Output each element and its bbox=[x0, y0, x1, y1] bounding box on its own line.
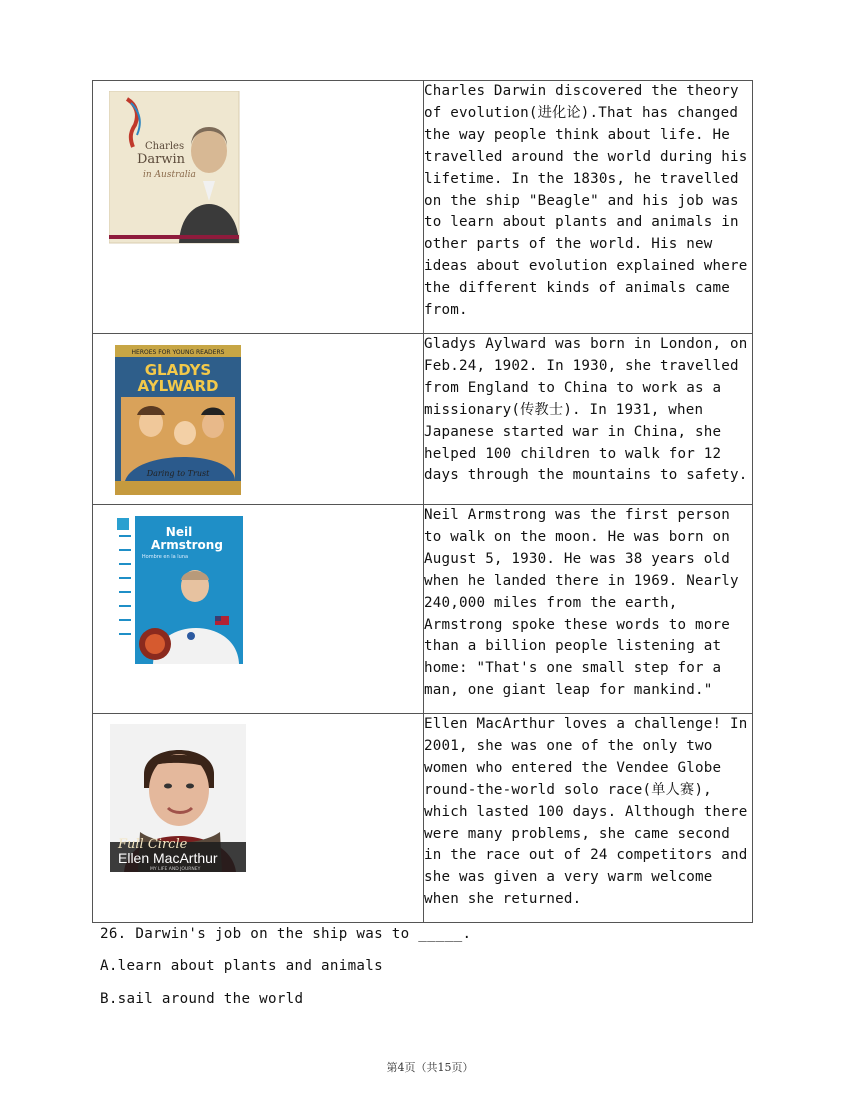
armstrong-cover-title-1: Neil bbox=[165, 525, 193, 539]
aylward-cover-subtitle: Daring to Trust bbox=[146, 469, 210, 478]
macarthur-cover-title-1: Full Circle bbox=[118, 837, 188, 852]
book-table bbox=[92, 80, 753, 923]
armstrong-description: Neil Armstrong was the first person to walk on the moon. He was born on August 5, 1930. He was 38 years old when he landed there in 1969. Nearly 240,000 miles from the earth, Armstrong spoke these words to more than a billion people listening at home: "That's one small step for a man, one giant leap for mankind." bbox=[424, 507, 739, 699]
table-row bbox=[93, 714, 753, 923]
table-row bbox=[93, 334, 753, 505]
cover-cell bbox=[93, 334, 424, 505]
macarthur-book-cover bbox=[110, 724, 250, 876]
cover-cell bbox=[93, 81, 424, 334]
macarthur-description: Ellen MacArthur loves a challenge! In 2001, she was one of the only two women who entered the Vendee Globe round-the-world solo race(单人赛), which lasted 100 days. Although there were many problems, she came second in the race out of 24 competitors and she was given a very warm welcome when she returned. bbox=[424, 716, 748, 908]
aylward-book-cover bbox=[115, 345, 245, 497]
macarthur-cover-subtitle: MY LIFE AND JOURNEY bbox=[150, 867, 201, 872]
question-stem: 26. Darwin's job on the ship was to _____. bbox=[100, 926, 472, 942]
table-row bbox=[93, 81, 753, 334]
armstrong-cover-title-2: Armstrong bbox=[151, 538, 223, 552]
aylward-cover-title-1: GLADYS bbox=[144, 361, 212, 379]
darwin-cover-title-2: Darwin bbox=[137, 152, 186, 167]
page-footer: 第4页（共15页） bbox=[386, 1061, 474, 1074]
option-a: A.learn about plants and animals bbox=[100, 958, 383, 974]
aylward-cover-series: HEROES FOR YOUNG READERS bbox=[131, 349, 225, 356]
text-cell bbox=[424, 334, 753, 505]
darwin-cover-title-1: Charles bbox=[145, 141, 185, 152]
armstrong-cover-subtitle: Hombre en la luna bbox=[141, 554, 189, 560]
macarthur-cover-title-2: Ellen MacArthur bbox=[118, 850, 218, 866]
aylward-description: Gladys Aylward was born in London, on Feb.24, 1902. In 1930, she travelled from England to China to work as a missionary(传教士). In 1931, when Japanese started war in China, she helped 100 children to walk for 12 days through the mountains to safety. bbox=[424, 336, 748, 484]
option-b: B.sail around the world bbox=[100, 991, 304, 1007]
cover-cell bbox=[93, 714, 424, 923]
text-cell bbox=[424, 714, 753, 923]
darwin-description: Charles Darwin discovered the theory of evolution(进化论).That has changed the way people think about life. He travelled around the world during his lifetime. In the 1830s, he travelled on the ship "Beagle" and his job was to learn about plants and animals in other parts of the world. His new ideas about evolution explained where the different kinds of animals came from. bbox=[424, 83, 748, 319]
armstrong-book-cover bbox=[115, 516, 245, 668]
aylward-cover-title-2: AYLWARD bbox=[137, 377, 219, 395]
darwin-book-cover bbox=[109, 91, 249, 251]
text-cell bbox=[424, 505, 753, 714]
cover-cell bbox=[93, 505, 424, 714]
text-cell bbox=[424, 81, 753, 334]
table-row bbox=[93, 505, 753, 714]
darwin-cover-subtitle: in Australia bbox=[143, 170, 196, 180]
